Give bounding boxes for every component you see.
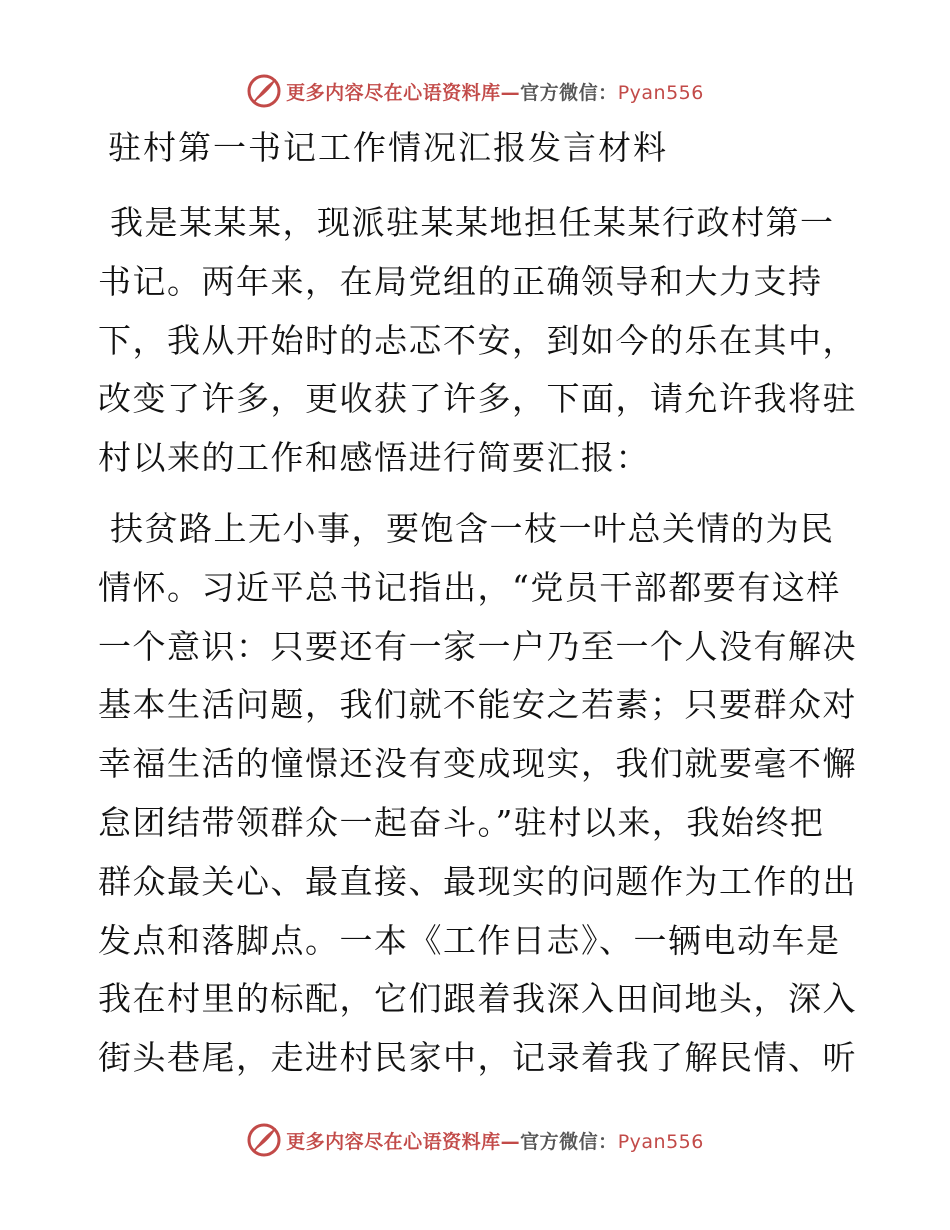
paragraph-line: 扶贫路上无小事，要饱含一枝一叶总关情的为民 <box>110 509 835 548</box>
footer-banner <box>0 1118 950 1162</box>
banner-dash: — <box>500 81 521 104</box>
banner-wechat-id: Pyan556 <box>617 81 704 104</box>
banner-text <box>286 78 704 105</box>
banner-prefix: 更多内容尽在心语资料库 <box>286 81 501 104</box>
paragraph-line: 我在村里的标配，它们跟着我深入田间地头，深入 <box>98 979 857 1019</box>
document-title: 驻村第一书记工作情况汇报发言材料 <box>108 128 668 167</box>
paragraph-line: 情怀。习近平总书记指出，“党员干部都要有这样 <box>98 567 841 607</box>
banner-wechat-label: 官方微信： <box>520 1130 618 1153</box>
paragraph-line: 书记。两年来，在局党组的正确领导和大力支持 <box>98 261 823 301</box>
paragraph-line: 街头巷尾，走进村民家中，记录着我了解民情、听 <box>98 1038 857 1078</box>
banner-dash: — <box>500 1130 521 1153</box>
quill-pen-logo-icon <box>246 73 282 109</box>
paragraph-line: 我是某某某，现派驻某某地担任某某行政村第一 <box>110 203 835 242</box>
paragraph-line: 幸福生活的憧憬还没有变成现实，我们就要毫不懈 <box>98 744 857 784</box>
paragraph-line: 发点和落脚点。一本《工作日志》、一辆电动车是 <box>98 920 841 960</box>
quill-pen-logo-icon <box>246 1122 282 1158</box>
paragraph-line: 改变了许多，更收获了许多，下面，请允许我将驻 <box>98 379 857 419</box>
paragraph-line: 一个意识：只要还有一家一户乃至一个人没有解决 <box>98 626 857 666</box>
paragraph-line: 村以来的工作和感悟进行简要汇报： <box>98 438 650 478</box>
banner-wechat-label: 官方微信： <box>520 81 618 104</box>
banner-text <box>286 1127 704 1154</box>
paragraph-line: 基本生活问题，我们就不能安之若素；只要群众对 <box>98 685 857 725</box>
banner-prefix: 更多内容尽在心语资料库 <box>286 1130 501 1153</box>
header-banner <box>0 69 950 113</box>
body-paragraph-2 <box>98 500 858 1088</box>
paragraph-line: 怠团结带领群众一起奋斗。”驻村以来，我始终把 <box>98 802 825 842</box>
banner-wechat-id: Pyan556 <box>617 1130 704 1153</box>
body-paragraph-1 <box>98 194 858 488</box>
paragraph-line: 群众最关心、最直接、最现实的问题作为工作的出 <box>98 861 857 901</box>
paragraph-line: 下，我从开始时的忐忑不安，到如今的乐在其中， <box>98 320 857 360</box>
